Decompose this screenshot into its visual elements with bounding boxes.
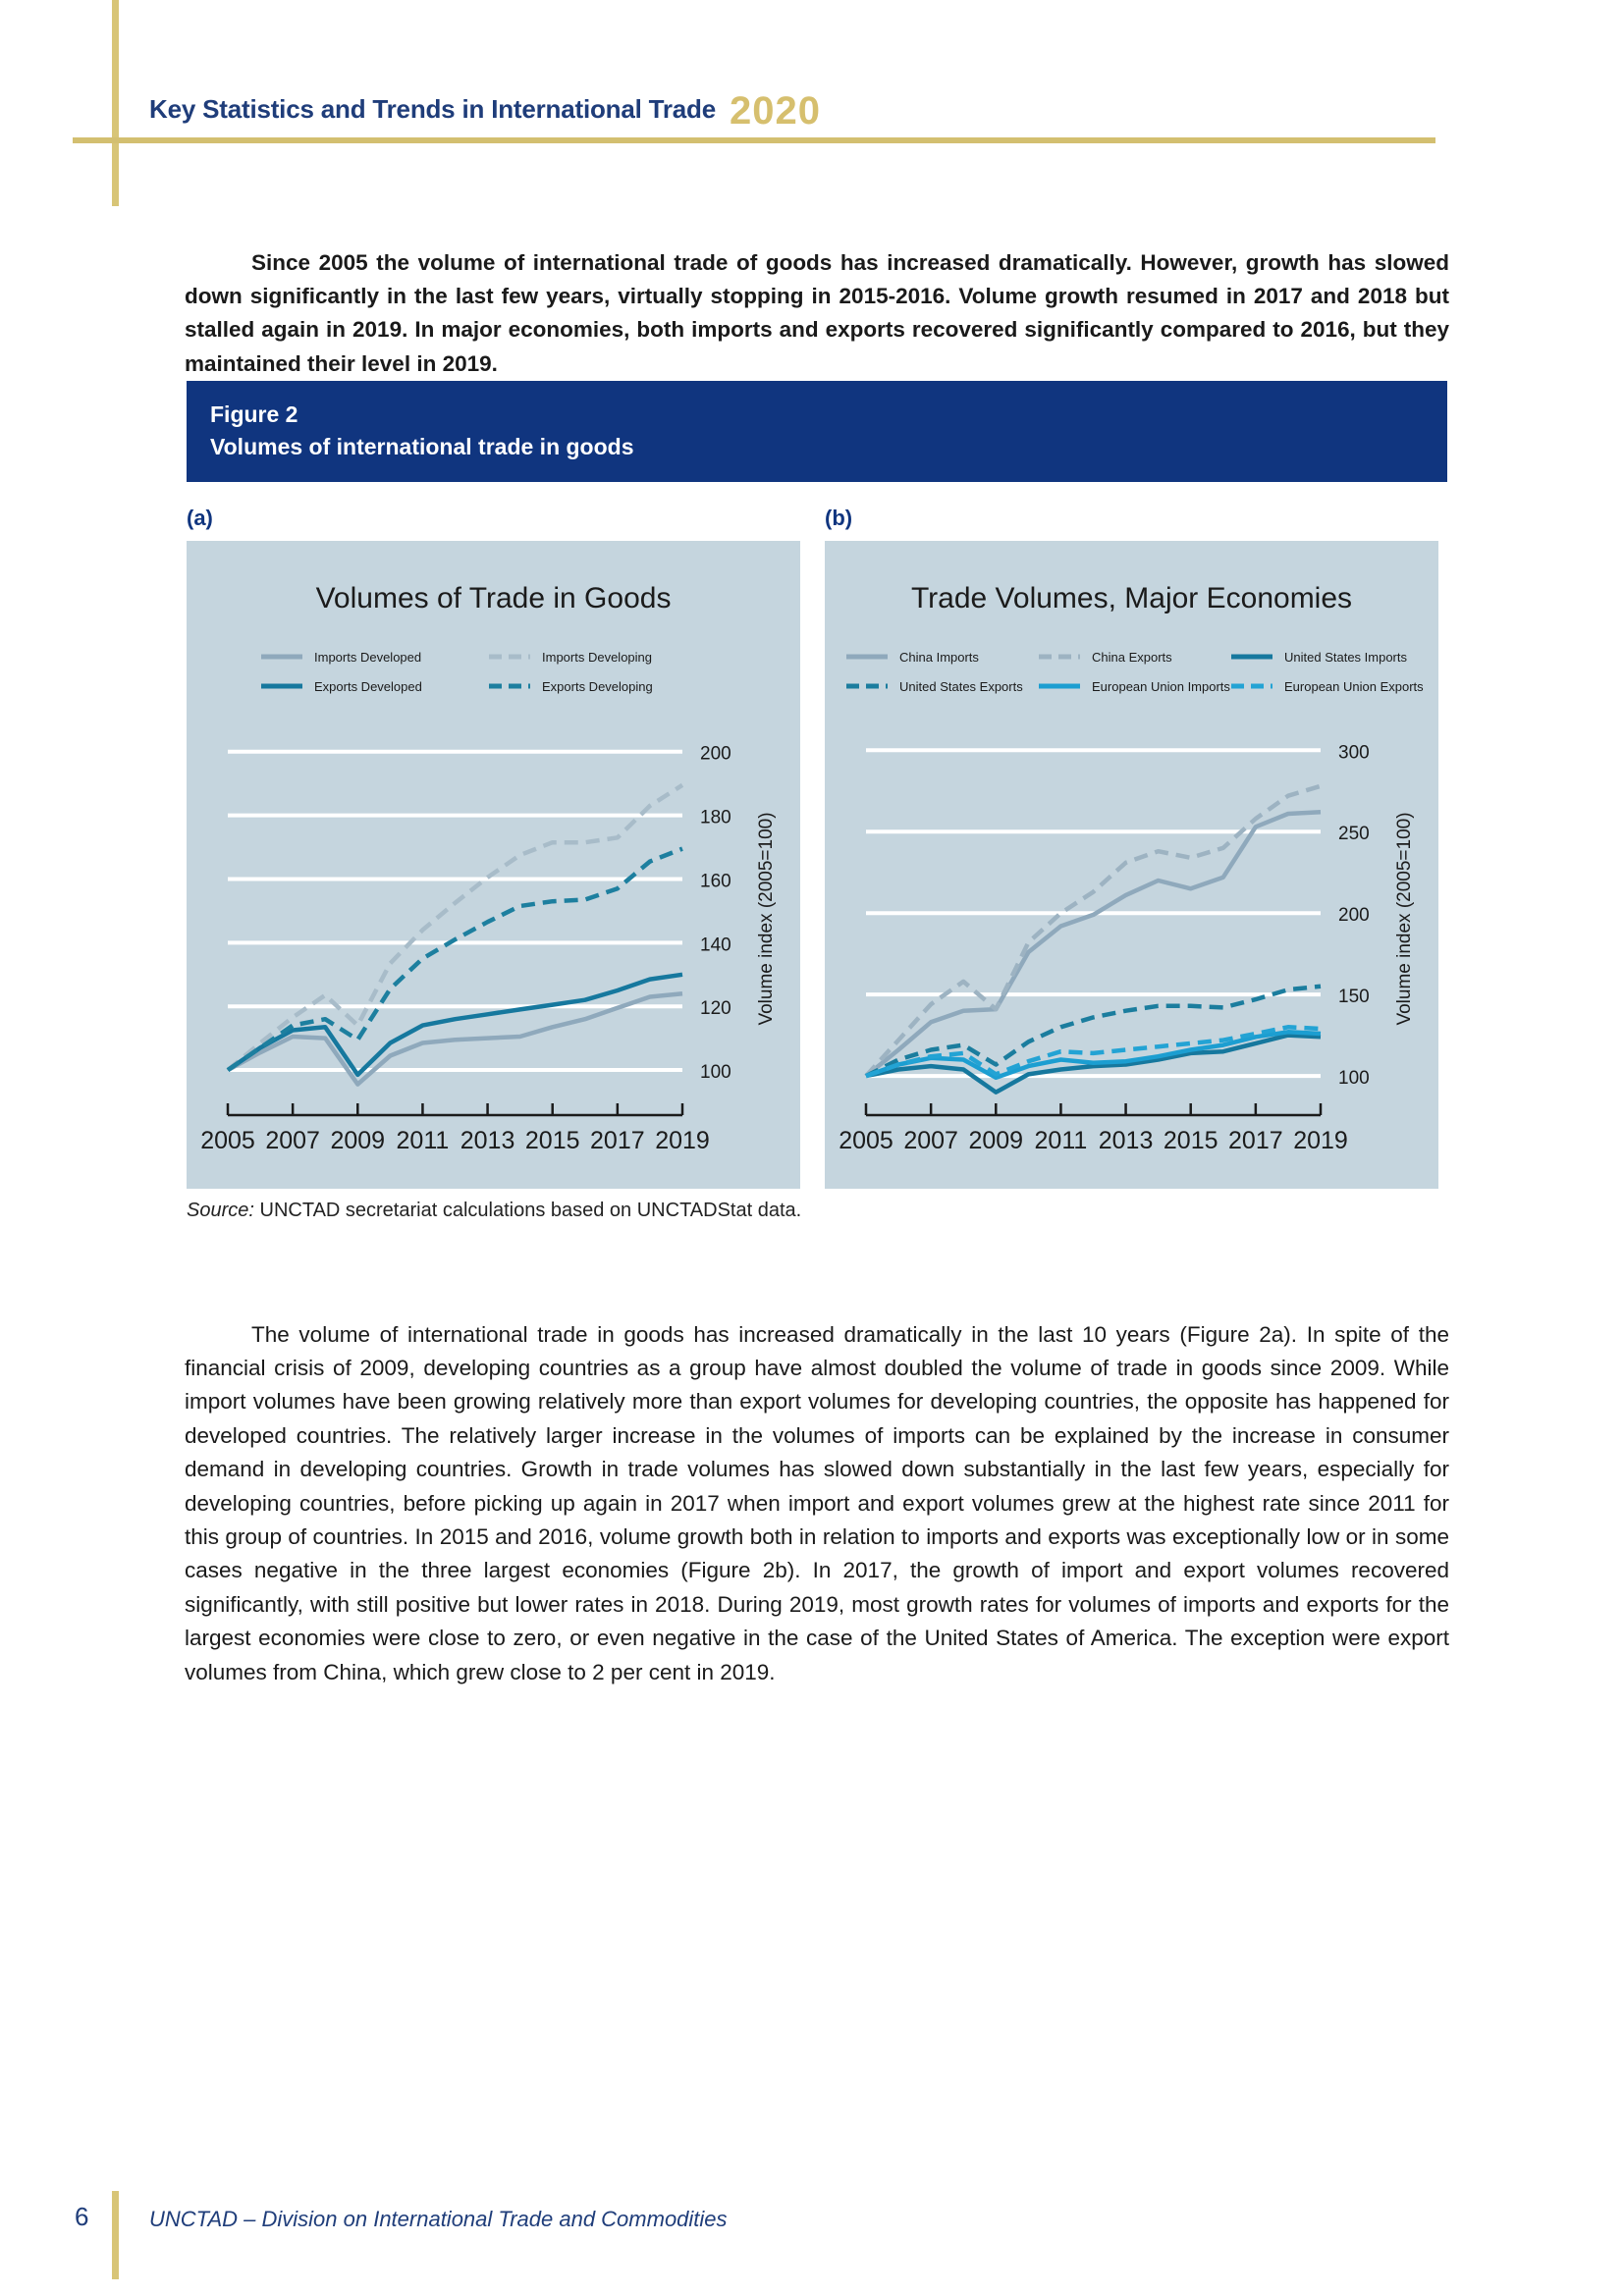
chart-panel-b <box>825 541 1438 1189</box>
x-axis <box>839 1103 1348 1154</box>
gold-vertical-rule-footer <box>112 2191 119 2279</box>
legend-label: China Imports <box>899 650 979 665</box>
legend-label: Imports Developed <box>314 650 422 665</box>
chart-legend <box>261 650 653 694</box>
legend-label: Exports Developing <box>542 679 653 694</box>
x-tick-label: 2017 <box>590 1127 645 1154</box>
legend-label: Imports Developing <box>542 650 652 665</box>
figure-banner <box>187 381 1447 482</box>
y-tick-label: 100 <box>1338 1068 1370 1090</box>
legend-label: United States Exports <box>899 679 1023 694</box>
source-text: UNCTAD secretariat calculations based on UNCTADStat data. <box>259 1200 802 1221</box>
x-tick-label: 2019 <box>1293 1127 1348 1154</box>
body-text: The volume of international trade in goods has increased dramatically in the last 10 years (Figure 2a). In spite of the financial crisis of 2009, developing countries as a group have almost doubled the volume of trade in goods since 2009. While import volumes have been growing relatively more than export volumes for developing countries, the opposite has happened for developed countries. The relatively larger increase in the volumes of imports can be explained by the increase in consumer demand in developing countries. Growth in trade volumes has slowed down substantially in the last few years, especially for developing countries, before picking up again in 2017 when import and export volumes grew at the highest rate since 2011 for this group of countries. In 2015 and 2016, volume growth both in relation to imports and exports was exceptionally low or in some cases negative in the three largest economies (Figure 2b). In 2017, the growth of import and export volumes recovered significantly, with still positive but lower rates in 2018. During 2019, most growth rates for volumes of imports and exports for the largest economies were close to zero, or even negative in the case of the United States of America. The exception were export volumes from China, which grew close to 2 per cent in 2019. <box>185 1321 1449 1684</box>
x-tick-label: 2007 <box>265 1127 320 1154</box>
chart-legend <box>846 650 1424 694</box>
x-tick-label: 2009 <box>968 1127 1024 1154</box>
page-number: 6 <box>75 2202 89 2231</box>
body-paragraph <box>185 1318 1449 1690</box>
series-line <box>228 975 682 1075</box>
chart-b-svg <box>825 541 1438 1189</box>
figure-title: Volumes of international trade in goods <box>210 433 634 459</box>
chart-title: Volumes of Trade in Goods <box>315 582 672 614</box>
x-axis <box>200 1103 710 1154</box>
panel-a-label: (a) <box>187 506 213 530</box>
chart-a-svg <box>187 541 800 1189</box>
x-tick-label: 2005 <box>839 1127 893 1154</box>
y-tick-label: 200 <box>1338 905 1370 927</box>
chart-title: Trade Volumes, Major Economies <box>910 582 1353 614</box>
gold-vertical-rule-top <box>112 0 119 206</box>
x-tick-label: 2017 <box>1228 1127 1283 1154</box>
x-tick-label: 2015 <box>1163 1127 1218 1154</box>
intro-text: Since 2005 the volume of international trade of goods has increased dramatically. However, growth has slowed down significantly in the last few years, virtually stopping in 2015-2016. Volume growth resumed in 2017 and 2018 but stalled again in 2019. In major economies, both imports and exports recovered significantly compared to 2016, but they maintained their level in 2019. <box>185 249 1449 376</box>
gold-horizontal-rule <box>73 137 1435 143</box>
x-tick-label: 2019 <box>655 1127 710 1154</box>
series-line <box>228 785 682 1070</box>
y-tick-label: 200 <box>700 743 731 765</box>
y-axis-title: Volume index (2005=100) <box>1394 812 1415 1026</box>
legend-label: Exports Developed <box>314 679 422 694</box>
legend-label: European Union Imports <box>1092 679 1230 694</box>
y-tick-label: 150 <box>1338 987 1370 1008</box>
panel-b-label: (b) <box>825 506 853 530</box>
x-tick-label: 2011 <box>396 1127 450 1154</box>
page-header <box>149 83 821 133</box>
x-tick-label: 2009 <box>330 1127 386 1154</box>
y-tick-label: 300 <box>1338 742 1370 764</box>
source-prefix: Source: <box>187 1200 254 1221</box>
x-tick-label: 2013 <box>460 1127 515 1154</box>
x-tick-label: 2015 <box>524 1127 580 1154</box>
y-axis-title: Volume index (2005=100) <box>756 812 777 1026</box>
header-year: 2020 <box>730 89 821 133</box>
figure-number: Figure 2 <box>210 401 298 427</box>
y-tick-label: 120 <box>700 998 731 1020</box>
x-tick-label: 2007 <box>903 1127 958 1154</box>
legend-label: China Exports <box>1092 650 1172 665</box>
y-gridlines <box>228 744 731 1083</box>
legend-label: United States Imports <box>1284 650 1407 665</box>
x-tick-label: 2005 <box>200 1127 255 1154</box>
x-tick-label: 2011 <box>1034 1127 1088 1154</box>
y-tick-label: 250 <box>1338 824 1370 845</box>
y-tick-label: 140 <box>700 934 731 956</box>
y-tick-label: 180 <box>700 807 731 828</box>
intro-paragraph <box>185 246 1449 382</box>
y-tick-label: 100 <box>700 1062 731 1084</box>
footer-text: UNCTAD – Division on International Trade and Commodities <box>149 2207 728 2231</box>
x-tick-label: 2013 <box>1098 1127 1154 1154</box>
legend-label: European Union Exports <box>1284 679 1424 694</box>
y-tick-label: 160 <box>700 871 731 892</box>
header-title: Key Statistics and Trends in International Trade <box>149 94 716 124</box>
figure-source <box>187 1200 801 1222</box>
chart-panel-a <box>187 541 800 1189</box>
